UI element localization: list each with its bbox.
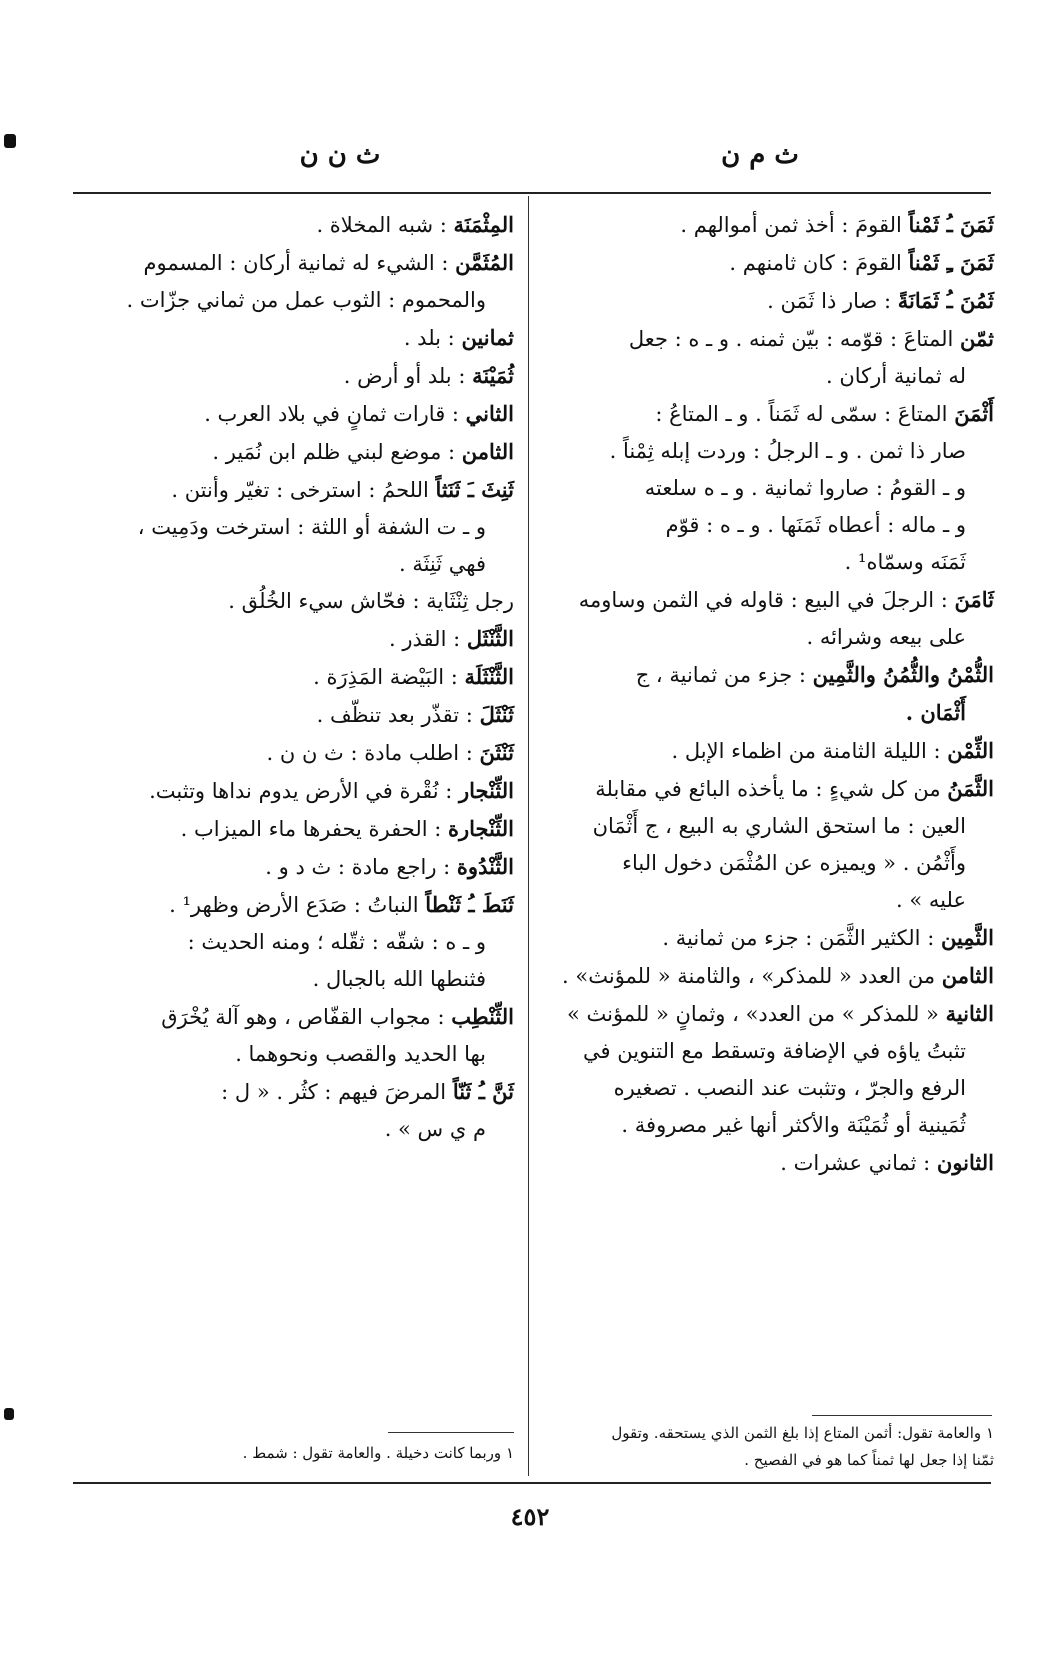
entry-headword: الثِّنْجار	[458, 778, 514, 803]
dictionary-entry	[82, 848, 514, 886]
entry-definition: : صار ذا ثَمَن .	[767, 289, 898, 313]
entry-definition: : نُقْرة في الأرض يدوم نداها وتثبت.	[149, 779, 459, 803]
entry-continuation: ثُمَينية أو ثُمَيْنَة والأكثر أنها غير مصروفة .	[621, 1113, 966, 1137]
dictionary-entry	[82, 734, 514, 772]
dictionary-entry	[542, 244, 994, 282]
entry-continuation: صار ذا ثمن . و ـ الرجلُ : وردت إبله ثِمْناً .	[609, 439, 966, 463]
entry-continuation: فهي ثَنِثَة .	[398, 552, 486, 576]
right-column-root-header: ث م ن	[721, 140, 799, 170]
entry-headword: الثِّنْطِب	[451, 1004, 514, 1029]
entry-continuation: له ثمانية أركان .	[826, 364, 966, 388]
dictionary-entry	[542, 957, 994, 995]
entry-definition: : الكثير الثَّمَن : جزء من ثمانية .	[662, 926, 941, 950]
dictionary-entry	[82, 810, 514, 848]
entry-headword: ثمانين	[461, 325, 514, 350]
entry-headword: ثَنْثَلَ	[479, 702, 514, 727]
entry-definition: : شبه المخلاة .	[316, 213, 454, 237]
entry-headword: أَثْمَنَ	[954, 401, 994, 426]
margin-mark	[4, 1408, 14, 1420]
entry-headword: الثامن	[941, 963, 994, 988]
entry-definition: : جزء من ثمانية ، ج	[635, 663, 813, 687]
entry-headword: ثَنِثَ ـَ ثَنَثاً	[435, 477, 514, 502]
entry-definition: المتاعَ : قوّمه : بيّن ثمنه . و ـ ه : جعل	[628, 327, 961, 351]
entry-continuation: والمحموم : الثوب عمل من ثماني جزّات .	[126, 288, 486, 312]
entry-headword: ثَنْثَنَ	[479, 740, 514, 765]
footnote-line: ١ وربما كانت دخيلة . والعامة تقول : شمط .	[242, 1444, 514, 1462]
entry-definition: اللحمُ : استرخى : تغيّر وأنتن .	[171, 478, 436, 502]
entry-headword: ثَمَنَ ـُ ثَمْناً	[908, 212, 994, 237]
footnote-line: ١ والعامة تقول: أثمن المتاع إذا بلغ الثمن الذي يستحقه. وتقول	[611, 1424, 994, 1442]
page-number: ٤٥٢	[510, 1502, 550, 1531]
entry-continuation: بها الحديد والقصب ونحوهما .	[235, 1042, 486, 1066]
entry-definition: : الرجلَ في البيع : قاوله في الثمن وساومه	[578, 588, 955, 612]
dictionary-entry	[82, 319, 514, 357]
dictionary-entry	[542, 282, 994, 320]
dictionary-entry	[82, 583, 514, 620]
dictionary-entry	[82, 1073, 514, 1111]
right-column	[542, 206, 994, 1182]
entry-continuation: و ـ ماله : أعطاه ثَمَنَها . و ـ ه : قوّم	[665, 513, 966, 537]
entry-definition: القومَ : أخذ ثمن أموالهم .	[680, 213, 909, 237]
column-divider	[528, 196, 529, 1476]
entry-definition: المتاعَ : سمّى له ثَمَناً . و ـ المتاعُ :	[655, 402, 955, 426]
dictionary-entry	[82, 395, 514, 433]
entry-definition: : الشيء له ثمانية أركان : المسموم	[143, 251, 456, 275]
entry-continuation: ثَمَنَه وسمّاه¹ .	[844, 550, 966, 574]
entry-continuation: الرفع والجرّ ، وتثبت عند النصب . تصغيره	[613, 1076, 966, 1100]
entry-definition: : بلد .	[403, 326, 462, 350]
entry-definition: رجل ثِنْثَاية : فحّاش سيء الخُلُق .	[228, 589, 514, 613]
entry-definition: النباتُ : صَدَع الأرض وظهر¹ .	[169, 893, 426, 917]
entry-definition: : البَيْضة المَذِرَة .	[313, 665, 465, 689]
entry-definition: : اطلب مادة : ث ن ن .	[266, 741, 480, 765]
dictionary-entry	[542, 995, 994, 1033]
entry-headword: الثامن	[461, 439, 514, 464]
dictionary-entry	[542, 1144, 994, 1182]
bottom-rule	[73, 1482, 991, 1484]
entry-definition: : تقذّر بعد تنظّف .	[316, 703, 480, 727]
entry-headword: ثَامَنَ	[954, 587, 994, 612]
dictionary-entry	[82, 357, 514, 395]
left-footnote	[86, 1440, 514, 1467]
entry-headword: الثَّمِين	[940, 925, 994, 950]
left-column	[82, 206, 514, 1148]
entry-headword: ثَمَنَ ـِ ثَمْناً	[908, 250, 994, 275]
right-footnote-rule	[812, 1415, 992, 1416]
entry-headword: ثمّن	[960, 326, 994, 351]
entry-continuation: و ـ ه : شقّه : ثقّله ؛ ومنه الحديث :	[187, 930, 486, 954]
entry-definition: : مجواب القفّاص ، وهو آلة يُخْرَق	[161, 1005, 452, 1029]
entry-definition: : الحفرة يحفرها ماء الميزاب .	[180, 817, 448, 841]
entry-definition: « للمذكر » من العدد» ، وثمانٍ « للمؤنث »	[566, 1002, 946, 1026]
dictionary-entry	[542, 732, 994, 770]
dictionary-entry	[82, 696, 514, 734]
dictionary-entry	[542, 770, 994, 808]
entry-headword: ثَنَّ ـُ ثَنّاً	[452, 1079, 514, 1104]
left-footnote-rule	[388, 1432, 514, 1433]
dictionary-entry	[82, 433, 514, 471]
dictionary-entry	[542, 320, 994, 358]
right-footnote	[544, 1420, 994, 1474]
entry-headword: الثاني	[465, 401, 514, 426]
entry-continuation	[542, 694, 966, 732]
entry-headword: الثانية	[945, 1001, 994, 1026]
entry-continuation: عليه » .	[896, 888, 966, 912]
entry-headword: المِثْمَنَة	[453, 212, 514, 237]
entry-headword: الثَّنْدُوة	[456, 854, 514, 879]
dictionary-entry	[542, 206, 994, 244]
entry-definition: من كل شيءٍ : ما يأخذه البائع في مقابلة	[595, 777, 948, 801]
entry-definition: : موضع لبني ظلم ابن نُمَير .	[212, 440, 462, 464]
entry-continuation: على بيعه وشرائه .	[806, 625, 966, 649]
entry-headword: الثِّنْجارة	[447, 816, 514, 841]
left-column-root-header: ث ن ن	[299, 140, 381, 170]
entry-definition: المرضَ فيهم : كثُر . « ل :	[221, 1080, 453, 1104]
entry-definition: : قارات ثمانٍ في بلاد العرب .	[204, 402, 466, 426]
entry-headword: ثَمُنَ ـُ ثَمَانَةً	[897, 288, 994, 313]
entry-headword: الثَّنْثَل	[466, 626, 514, 651]
dictionary-entry	[82, 244, 514, 282]
dictionary-entry	[82, 772, 514, 810]
entry-continuation: وأَثْمُن . « ويميزه عن المُثْمَن دخول الباء	[622, 851, 966, 875]
dictionary-entry	[82, 206, 514, 244]
dictionary-entry	[82, 471, 514, 509]
entry-headword: المُثَمَّن	[455, 250, 514, 275]
entry-headword: الثِّمْن	[947, 738, 994, 763]
entry-definition: : راجع مادة : ث د و .	[265, 855, 457, 879]
dictionary-entry	[82, 620, 514, 658]
entry-continuation: تثبتُ ياؤه في الإضافة وتسقط مع التنوين في	[583, 1039, 966, 1063]
entry-continuation: م ي س » .	[384, 1117, 486, 1141]
entry-definition: : الليلة الثامنة من اظماء الإبل .	[671, 739, 948, 763]
dictionary-entry	[542, 919, 994, 957]
entry-continuation: و ـ ت الشفة أو اللثة : استرخت ودَمِيت ،	[137, 515, 486, 539]
dictionary-entry	[82, 886, 514, 924]
entry-headword: ثُمَيْنَة	[472, 363, 514, 388]
margin-mark	[4, 134, 16, 148]
footnote-line: ثمّنا إذا جعل لها ثمناً كما هو في الفصيح .	[744, 1451, 994, 1469]
dictionary-entry	[542, 656, 994, 694]
entry-continuation: العين : ما استحق الشاري به البيع ، ج أَثْمَان	[592, 814, 966, 838]
entry-definition: : ثماني عشرات .	[780, 1151, 937, 1175]
entry-definition: من العدد « للمذكر» ، والثامنة « للمؤنث» .	[562, 964, 942, 988]
entry-headword: الثَّمَنُ	[947, 776, 994, 801]
entry-definition: : القذر .	[389, 627, 467, 651]
entry-headword: الثانون	[936, 1150, 994, 1175]
entry-continuation: فثنطها الله بالجبال .	[312, 967, 486, 991]
dictionary-entry	[82, 998, 514, 1036]
top-rule	[73, 192, 991, 194]
dictionary-entry	[542, 395, 994, 433]
entry-headword: ثَنَطَ ـُ ثَنْطاً	[425, 892, 514, 917]
dictionary-entry	[82, 658, 514, 696]
entry-definition: القومَ : كان ثامنهم .	[729, 251, 909, 275]
plural-headword: أَثْمَان .	[905, 700, 966, 725]
entry-continuation: و ـ القومُ : صاروا ثمانية . و ـ ه سلعته	[644, 476, 966, 500]
dictionary-entry	[542, 581, 994, 619]
entry-definition: : بلد أو أرض .	[343, 364, 473, 388]
entry-headword: الثُّمْنُ والثُّمُنُ والثَّمِين	[812, 662, 994, 687]
entry-headword: الثَّنْثَلَة	[464, 664, 514, 689]
